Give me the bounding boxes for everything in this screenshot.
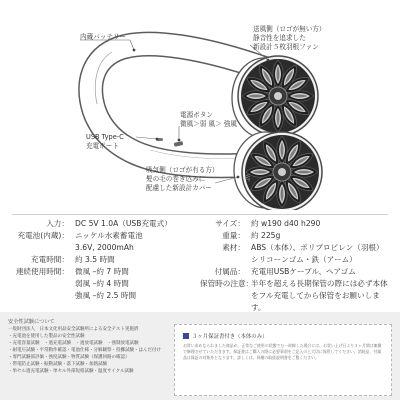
warranty-icon bbox=[183, 333, 189, 339]
power-callout-line2: 微風＞弱 風＞ 強風 bbox=[180, 119, 237, 128]
spec-run-time-label: 連続使用時間： bbox=[15, 266, 69, 276]
intake-callout bbox=[146, 166, 219, 193]
spec-input bbox=[0, 218, 172, 230]
spec-battery-value-1: ニッケル水素蓄電池 bbox=[75, 230, 143, 240]
spec-charge-time bbox=[0, 254, 172, 266]
power-callout bbox=[180, 111, 237, 129]
spec-weight-value: 約 225g bbox=[251, 230, 281, 240]
safety-section bbox=[8, 318, 174, 376]
intake-callout-line1: 吸気側（ロゴが有る方） bbox=[146, 166, 219, 174]
warranty-body: お買い求めなられました商品が、正常なご使用の状態で万一故障した場合には、お買い上げ日より３ヶ月間は無償で修理させていただきます。保証書はご購入の際に必要事項をご記入の上大切に保管してください。消耗品、付属品は保証の対象外となります。詳しくは、同梱の取扱説明書をご覧ください。 bbox=[183, 343, 382, 360]
usb-callout-line1: USB Type-C bbox=[86, 133, 124, 141]
safety-item: ・専門試験部評価・強度試験・物質試験（保護回路の確認） bbox=[8, 354, 130, 360]
spec-charge-time-value: 約 3.5 時間 bbox=[75, 254, 115, 264]
warranty-card bbox=[174, 324, 392, 396]
spec-size bbox=[200, 218, 389, 230]
fan-grille-icon bbox=[232, 56, 318, 138]
spec-storage-label: 保管時の注意： bbox=[200, 278, 254, 288]
spec-size-label: サイズ： bbox=[215, 219, 245, 228]
spec-run-time bbox=[0, 266, 172, 302]
spec-charge-time-label: 充電時間： bbox=[31, 254, 69, 264]
usb-callout bbox=[86, 133, 124, 151]
spec-battery-value-2: 3.6V, 2000mAh bbox=[75, 242, 134, 252]
spec-storage-value: 半年を超える長期保管の際には必ず本体をフル充電してから保管をお願いします。 bbox=[251, 278, 388, 312]
safety-item: ・単セル過充電試験・単セル外部短絡試験・温度サイクル試験 bbox=[8, 368, 134, 374]
spec-accessories bbox=[200, 266, 389, 278]
spec-material bbox=[200, 242, 389, 266]
spec-material-value-2: シリコーンゴム・鉄（アーム） bbox=[251, 254, 357, 264]
safety-item: ・耐電圧試験・平常動作確認・電池仕様・分解観察・投擲試験・はんだ付け bbox=[8, 347, 161, 353]
spec-run-time-value-1: 微風 –約 7 時間 bbox=[75, 266, 129, 276]
safety-title: 安全性試験について bbox=[8, 319, 55, 325]
spec-weight bbox=[200, 230, 389, 242]
spec-material-label: 素材： bbox=[222, 242, 245, 252]
spec-run-time-value-2: 弱風 –約 4 時間 bbox=[75, 278, 129, 288]
exhaust-callout-line1: 送風側（ロゴが無い方） bbox=[253, 25, 326, 33]
divider bbox=[12, 214, 388, 215]
spec-input-label: 入力： bbox=[46, 219, 69, 228]
spec-weight-label: 重量： bbox=[222, 230, 245, 240]
spec-run-time-value-3: 強風 –約 2.5 時間 bbox=[75, 290, 137, 300]
intake-callout-line3: 配慮した新設計カバー bbox=[146, 183, 212, 192]
power-button-icon[interactable] bbox=[174, 141, 184, 147]
bottom-panel bbox=[0, 312, 400, 400]
spec-accessories-value: 充電用USBケーブル、ヘアゴム bbox=[251, 266, 356, 276]
safety-item: 一般財団法人 日本文化用品安全試験所による安全テスト実施済 bbox=[8, 327, 139, 333]
specs-right bbox=[200, 218, 389, 314]
battery-callout-label: 内蔵バッテリー bbox=[80, 33, 127, 41]
safety-item: ・帯電防止試験・振動試験・落下試験・加熱試験 bbox=[8, 361, 107, 367]
power-callout-line1: 電源ボタン bbox=[180, 111, 213, 119]
spec-battery-label: 充電池(内蔵)： bbox=[17, 230, 69, 240]
safety-item: ・充電容量試験 ・過充電試験 ・過放電試験 ・強制放電試験 bbox=[8, 341, 139, 346]
svg-text:WF: WF bbox=[244, 174, 250, 182]
battery-callout bbox=[80, 33, 126, 42]
spec-material-value-1: ABS（本体）、ポリプロピレン（羽根） bbox=[251, 242, 384, 252]
fan-grille-icon bbox=[234, 132, 322, 210]
intake-callout-line2: 髪の毛の巻き込みに bbox=[146, 174, 206, 183]
spec-battery bbox=[0, 230, 172, 254]
exhaust-callout bbox=[253, 25, 326, 52]
warranty-title-row bbox=[183, 332, 267, 340]
spec-accessories-label: 付属品： bbox=[214, 266, 245, 276]
exhaust-callout-line2: 静音性を追求した bbox=[253, 33, 306, 42]
spec-size-value: 約 w190 d40 h290 bbox=[251, 219, 321, 228]
warranty-title: ３ヶ月保証書付き（本体のみ） bbox=[192, 334, 268, 340]
exhaust-callout-line3: 新設計５枚羽根ファン bbox=[253, 42, 319, 51]
specs-left bbox=[0, 218, 172, 302]
spec-storage bbox=[200, 278, 389, 314]
safety-item: ・充電池を使用した製品の安全性試験 bbox=[8, 334, 85, 340]
spec-input-value: DC 5V 1.0A（USB充電式） bbox=[75, 219, 172, 228]
usb-callout-line2: 充電ポート bbox=[86, 141, 119, 150]
